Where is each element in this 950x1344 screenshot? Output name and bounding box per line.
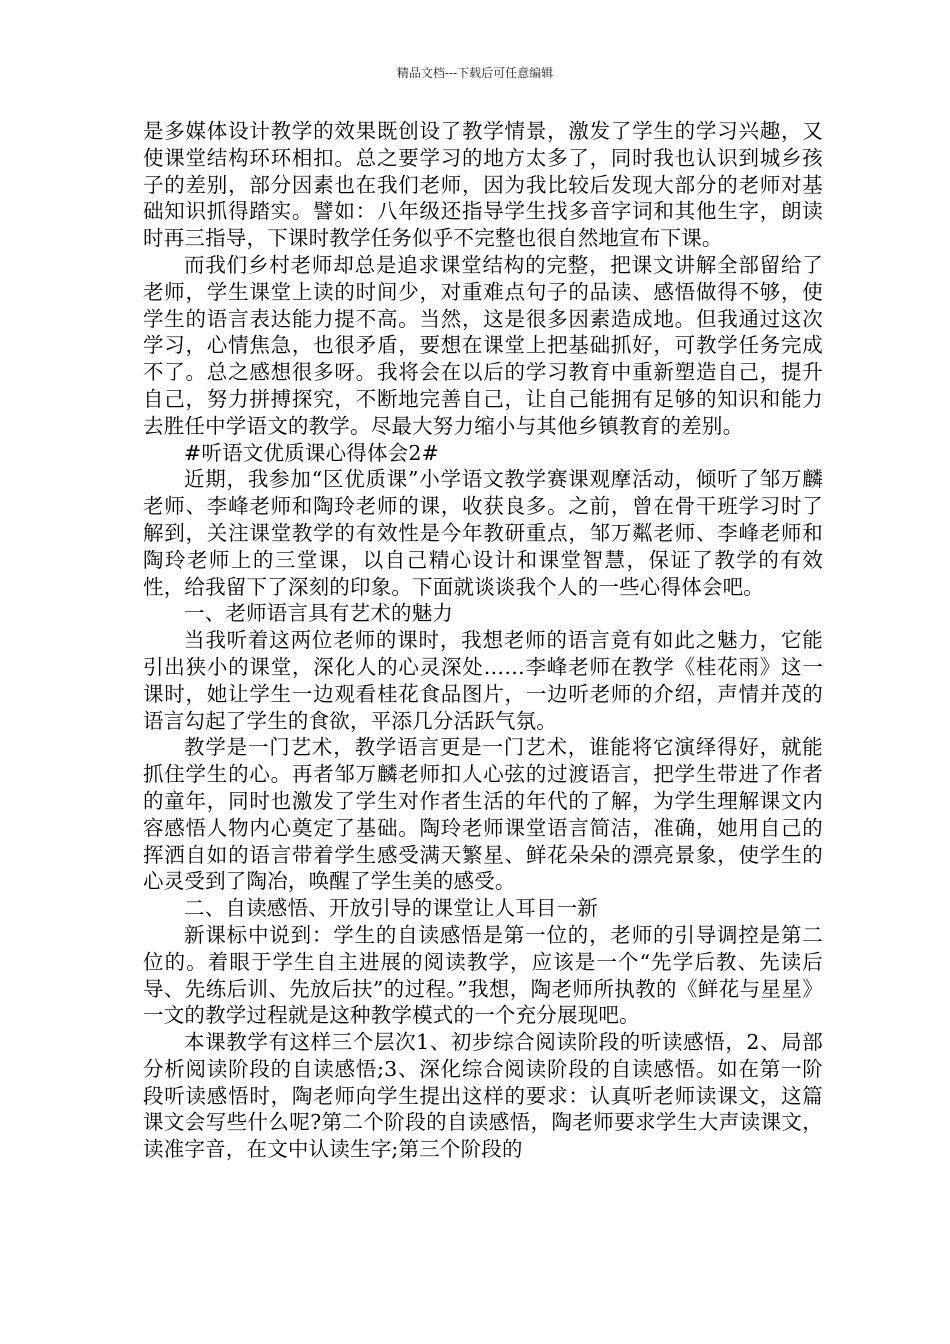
paragraph-1: 是多媒体设计教学的效果既创设了教学情景，激发了学生的学习兴趣，又使课堂结构环环相扣。总之要学习的地方太多了，同时我也认识到城乡孩子的差别，部分因素也在我们老师，因为我比较后发现大部分的老师对基础知识抓得踏实。譬如：八年级还指导学生找多音字词和其他生字，朗读时再三指导，下课时教学任务似乎不完整也很自然地宣布下课。 [143,119,823,251]
subheading-2: 二、自读感悟、开放引导的课堂让人耳目一新 [184,896,598,921]
document-body [143,118,823,1163]
paragraph-6: 新课标中说到：学生的自读感悟是第一位的，老师的引导调控是第二位的。着眼于学生自主进展的阅读教学，应该是一个“先学后教、先读后导、先练后训、先放后扶”的过程。”我想，陶老师所执教的《鲜花与星星》一文的教学过程就是这种教学模式的一个充分展现吧。 [143,922,823,1028]
section-title: #听语文优质课心得体会2# [184,440,439,465]
paragraph-2: 而我们乡村老师却总是追求课堂结构的完整，把课文讲解全部留给了老师，学生课堂上读的时间少，对重难点句子的品读、感悟做得不够，使学生的语言表达能力提不高。当然，这是很多因素造成地。但我通过这次学习，心情焦急，也很矛盾，要想在课堂上把基础抓好，可教学任务完成不了。总之感想很多呀。我将会在以后的学习教育中重新塑造自己，提升自己，努力拼搏探究，不断地完善自己，让自己能拥有足够的知识和能力去胜任中学语文的教学。尽最大努力缩小与其他乡镇教育的差别。 [143,252,823,438]
paragraph-3: 近期，我参加“区优质课”小学语文教学赛课观摩活动，倾听了邹万麟老师、李峰老师和陶玲老师的课，收获良多。之前，曾在骨干班学习时了解到，关注课堂教学的有效性是今年教研重点，邹万粼老师、李峰老师和陶玲老师上的三堂课，以自己精心设计和课堂智慧，保证了教学的有效性，给我留下了深刻的印象。下面就谈谈我个人的一些心得体会吧。 [143,467,823,599]
subheading-1: 一、老师语言具有艺术的魅力 [184,601,454,626]
paragraph-4: 当我听着这两位老师的课时，我想老师的语言竟有如此之魅力，它能引出狭小的课堂，深化人的心灵深处……李峰老师在教学《桂花雨》这一课时，她让学生一边观看桂花食品图片，一边听老师的介绍，声情并茂的语言勾起了学生的食欲，平添几分活跃气氛。 [143,628,823,733]
paragraph-7: 本课教学有这样三个层次1、初步综合阅读阶段的听读感悟，2、局部分析阅读阶段的自读感悟;3、深化综合阅读阶段的自读感悟。如在第一阶段听读感悟时，陶老师向学生提出这样的要求：认真听老师读课文，这篇课文会写些什么呢?第二个阶段的自读感悟，陶老师要求学生大声读课文，读准字音，在文中认读生字;第三个阶段的 [143,1030,823,1162]
paragraph-5: 教学是一门艺术，教学语言更是一门艺术，谁能将它演绎得好，就能抓住学生的心。再者邹万麟老师扣人心弦的过渡语言，把学生带进了作者的童年，同时也激发了学生对作者生活的年代的了解，为学生理解课文内容感悟人物内心奠定了基础。陶玲老师课堂语言简洁，准确，她用自己的挥洒自如的语言带着学生感受满天繁星、鲜花朵朵的漂亮景象，使学生的心灵受到了陶冶，唤醒了学生美的感受。 [143,735,823,894]
page-header: 精品文档---下载后可任意编辑 [396,66,554,80]
